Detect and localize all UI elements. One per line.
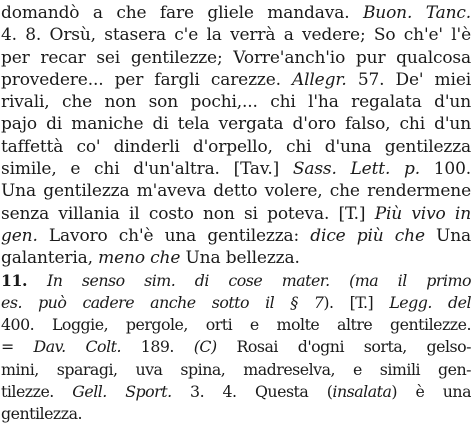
italic-text-segment: Dav. Colt. xyxy=(33,337,121,357)
text-line xyxy=(1,225,471,247)
text-line xyxy=(1,2,471,24)
text-line xyxy=(1,113,471,135)
text-line xyxy=(1,47,471,69)
text-segment: ). [T.] xyxy=(323,292,390,312)
text-segment: rivali, che non son pochi,... chi l'ha regalata d'un xyxy=(1,92,471,113)
italic-text-segment: dice più che xyxy=(310,225,425,246)
italic-text-segment: Allegr. xyxy=(291,69,347,90)
text-segment: Rosai d'ogni sorta, gelso- xyxy=(216,337,471,357)
italic-text-segment: In senso sim. di cose mater. (ma il primo xyxy=(46,270,471,290)
text-segment: per recar sei gentilezze; Vorre'anch'io pur qualcosa xyxy=(1,47,471,68)
italic-text-segment: Buon. Tanc. xyxy=(362,3,471,23)
text-line xyxy=(1,158,471,180)
text-segment: Una bellezza. xyxy=(180,248,300,269)
text-line xyxy=(1,136,471,158)
text-segment: galanteria, xyxy=(1,248,99,269)
text-line xyxy=(1,270,471,292)
text-segment: Lavoro ch'è una gentilezza: xyxy=(37,225,311,246)
text-segment: taffettà co' dinderli d'orpello, chi d'una gentilezza xyxy=(1,136,471,157)
text-line xyxy=(1,247,471,269)
italic-text-segment: insalata xyxy=(332,382,392,402)
italic-text-segment: Sass. Lett. p. xyxy=(292,159,420,180)
text-line xyxy=(1,180,471,202)
text-line xyxy=(1,381,471,403)
text-segment: 400. Loggie, pergole, orti e molte altre gentilezze. xyxy=(1,315,471,335)
text-segment: mini, sparagi, uva spina, madreselva, e simili gen- xyxy=(1,359,471,379)
text-segment: 57. De' miei xyxy=(346,69,471,90)
text-line xyxy=(1,336,471,358)
text-segment: 189. xyxy=(121,337,194,357)
text-segment: domandò a che fare gliele mandava. xyxy=(1,3,363,23)
text-segment: gentilezza. xyxy=(1,404,83,424)
italic-text-segment: es. può cadere anche sotto il § 7 xyxy=(1,292,324,312)
text-line xyxy=(1,24,471,46)
italic-text-segment: Più vivo in xyxy=(374,203,471,224)
text-line xyxy=(1,69,471,91)
text-line xyxy=(1,359,471,381)
text-line xyxy=(1,403,471,425)
text-segment: simile, e chi d'un'altra. [Tav.] xyxy=(1,159,293,180)
italic-text-segment: gen. xyxy=(1,225,38,246)
text-line xyxy=(1,314,471,336)
italic-text-segment: Legg. del xyxy=(389,292,471,312)
text-line xyxy=(1,292,471,314)
italic-text-segment: meno che xyxy=(98,248,181,269)
text-segment: provedere... per fargli carezze. xyxy=(1,69,292,90)
section-number: 11. xyxy=(1,270,47,290)
italic-text-segment: Gell. Sport. xyxy=(72,382,172,402)
text-segment: ) è una xyxy=(391,382,471,402)
text-segment: 100. xyxy=(419,159,471,180)
text-segment: Una xyxy=(424,225,471,246)
text-segment: tilezze. xyxy=(1,382,73,402)
text-line xyxy=(1,203,471,225)
text-segment: pajo di maniche di tela vergata d'oro falso, chi d'un xyxy=(1,114,471,135)
text-segment: 4. 8. Orsù, stasera c'e la verrà a vedere; So ch'e' l'è xyxy=(1,25,471,46)
text-line xyxy=(1,91,471,113)
text-segment: 3. 4. Questa ( xyxy=(171,382,333,402)
italic-text-segment: (C) xyxy=(193,337,217,357)
text-segment: senza villania il costo non si poteva. [T.] xyxy=(1,203,375,224)
text-segment: = xyxy=(1,337,34,357)
text-segment: Una gentilezza m'aveva detto volere, che rendermene xyxy=(1,181,471,202)
